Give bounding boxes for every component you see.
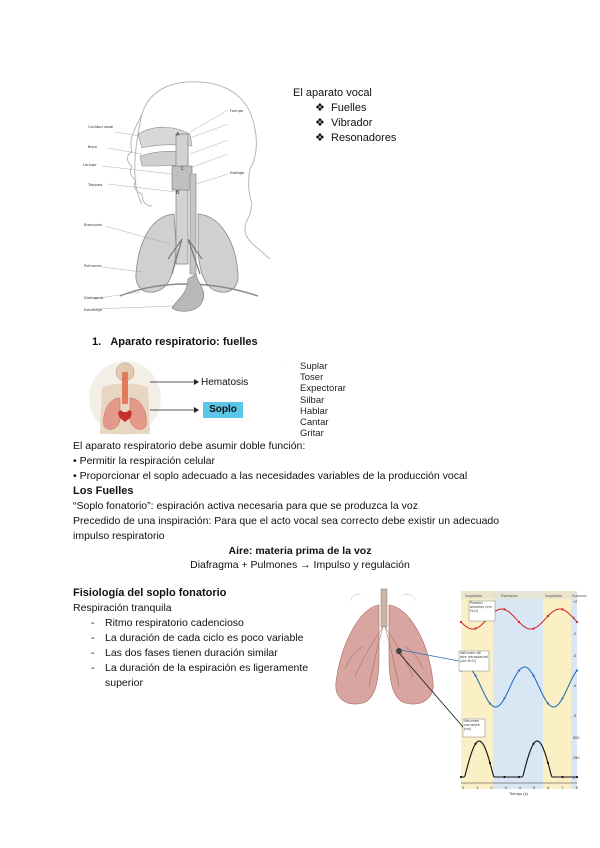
right-tick-label: 500 [573,736,580,740]
x-axis-label: Tiempo (s) [509,791,528,796]
bullet-glyph: ❖ [315,132,325,144]
bullet-glyph: ❖ [315,117,325,129]
left-lung [136,214,176,292]
section-title: Aparato respiratorio: fuelles [110,336,258,348]
right-tick-label: +2 [573,600,578,604]
airway [122,372,128,404]
x-tick-label: 4 [518,786,521,790]
function-item: Silbar [300,394,325,406]
label-diafragma: Diafragma [84,296,103,300]
phase-label: Inspiración [465,594,483,598]
curve-point [489,702,491,704]
curve-point [518,669,520,671]
right-tick-label: 250 [573,756,580,760]
label-esofago: Esófago [230,171,245,175]
bullet-line: • Permitir la respiración celular [73,455,215,467]
fisiologia-item-text: La duración de cada ciclo es poco variable [105,632,304,644]
right-tick-label: 0 [573,616,576,620]
label-traquea: Tráquea [88,183,103,187]
vocal-item-label: Resonadores [331,132,397,144]
x-tick-label: 3 [504,786,507,790]
right-tick-label: -6 [573,684,577,688]
lung-illus-left [336,605,379,704]
fisiologia-block [73,586,343,691]
bullet-line: • Proporcionar el soplo adecuado a las necesidades variables de la producción vocal [73,470,468,482]
curve-point [474,628,476,630]
label-b: B [176,190,180,196]
soplo-line: “Soplo fonatorio”: espiración activa necesaria para que se produzca la voz [73,500,418,512]
fisiologia-item [73,631,343,646]
dash-marker: - [91,632,95,644]
precedido-line-2: impulso respiratorio [73,530,165,542]
curve-point [547,702,549,704]
x-tick-label: 0 [462,786,465,790]
hematosis-label: Hematosis [201,377,249,388]
vocal-apparatus-block [293,86,396,146]
function-item: Gritar [300,428,324,440]
callout-1-text: Presión alveolar (cm H₂O) [470,601,492,613]
curve-point [474,675,476,677]
fisiologia-item-text: Las dos fases tienen duración similar [105,647,278,659]
vocal-tract-diagram [80,74,290,319]
fisiologia-item [73,661,343,691]
lungs-illustration [336,589,433,704]
right-tick-label: -5 [573,654,577,658]
fisiologia-heading: Fisiología del soplo fonatorio [73,587,227,599]
stomach [172,274,204,311]
vocal-item-label: Fuelles [331,102,367,114]
curve-point [489,762,491,764]
curve-point [561,608,563,610]
vocal-item-vibrador [293,116,396,131]
fisiologia-item [73,616,343,631]
fisiologia-item [73,646,343,661]
phase-label: Espiración [572,594,587,598]
curve-point [576,669,578,671]
curve-point [532,628,534,630]
section-1-heading [92,335,258,350]
right-tick-label: -8 [573,714,577,718]
callout-2 [459,651,489,671]
dash-marker: - [91,647,95,659]
body-text [73,439,533,544]
curve-point [518,776,520,778]
trachea-illus [381,589,387,627]
curve-point [576,776,578,778]
curve-point [561,776,563,778]
curve-point [532,675,534,677]
label-laringe: Laringe [83,163,97,167]
x-tick-label: 1 [476,786,479,790]
curve-point [576,621,578,623]
fisiologia-item-text: La duración de la espiración es ligeramente superior [105,662,309,689]
fisiologia-sub: Respiración tranquila [73,602,172,614]
curve-point [503,776,505,778]
aire-heading: Aire: materia prima de la voz [228,545,372,557]
section-number: 1. [92,336,102,348]
label-cavidad-nasal: Cavidad nasal [88,125,114,129]
label-bronquios: Bronquios [84,223,102,227]
curve-point [532,743,534,745]
x-tick-label: 7 [561,786,564,790]
precedido-line-1: Precedido de una inspiración: Para que el acto vocal sea correcto debe existir un adecuado [73,515,500,527]
right-lung [198,214,238,292]
callout-3-text: Volumen corriente (ml) [464,719,480,731]
soplo-box: Soplo [203,402,243,418]
curve-point [460,621,462,623]
function-item: Toser [300,372,324,384]
label-estomago: Estomago [84,308,102,312]
vocal-item-resonadores [293,131,396,146]
curve-point [503,608,505,610]
lung-pressure-figure [333,587,587,797]
curve-point [474,743,476,745]
right-tick-label: -2 [573,632,577,636]
label-faringe: Faringe [230,109,244,113]
label-c: C [181,166,185,172]
curve-point [460,776,462,778]
curve-point [561,697,563,699]
bullet-glyph: ❖ [315,102,325,114]
intro-line: El aparato respiratorio debe asumir doble función: [73,440,306,452]
vocal-title: El aparato vocal [293,87,372,99]
curve-point [547,762,549,764]
callout-2-text: Volumen de aire intrapleural (cm H₂O) [460,651,489,663]
dash-marker: - [91,617,95,629]
curve-point [518,621,520,623]
label-a: A [176,132,180,138]
fuelles-heading: Los Fuelles [73,485,134,497]
callout-1 [469,601,495,621]
vocal-item-fuelles [293,101,396,116]
curve-point [503,697,505,699]
dash-marker: - [91,662,95,674]
callout-3 [463,719,485,737]
functions-bullet: · [286,363,288,369]
x-tick-label: 6 [547,786,550,790]
function-item: Suplar [300,361,328,372]
x-tick-label: 8 [575,786,578,790]
aire-line: Diafragma + Pulmones → Impulso y regulación [190,559,410,571]
function-item: Hablar [300,405,328,417]
label-boca: Boca [88,145,97,149]
label-pulmones: Pulmones [84,264,102,268]
functions-list [286,361,346,440]
arrows [150,376,200,416]
function-item: Expectorar [300,383,346,395]
curve-point [547,615,549,617]
phase-label: Espiración [501,594,518,598]
fisiologia-item-text: Ritmo respiratorio cadencioso [105,617,244,629]
x-tick-label: 5 [533,786,536,790]
function-item: Cantar [300,417,329,429]
right-tick-label: 0 [573,776,576,780]
phase-label: Inspiración [545,594,563,598]
x-tick-label: 2 [490,786,493,790]
vocal-item-label: Vibrador [331,117,373,129]
